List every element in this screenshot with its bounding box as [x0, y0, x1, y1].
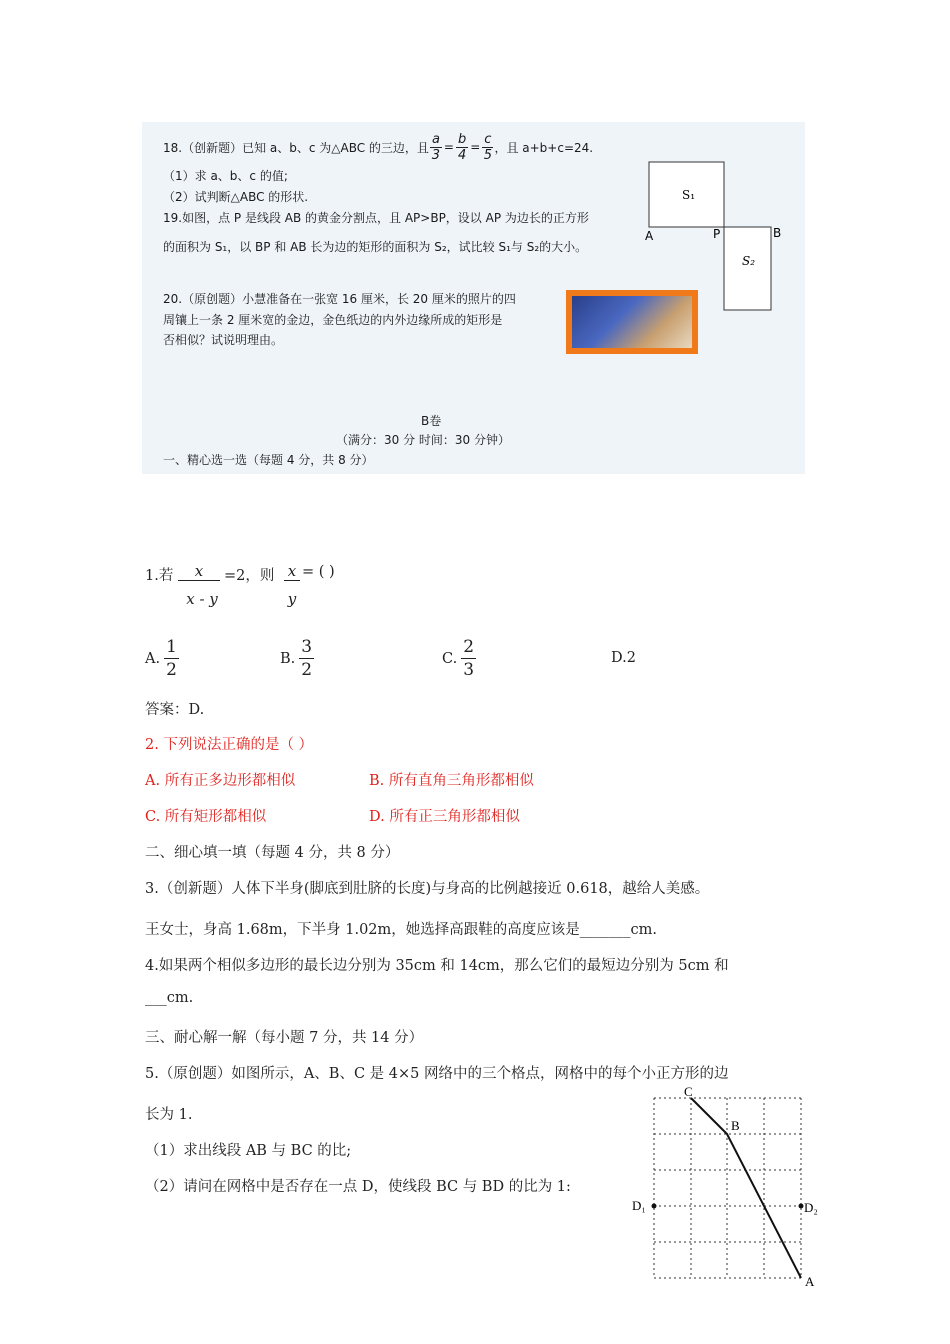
- q1-eq: =2，则: [224, 568, 275, 584]
- q5-line2: 长为 1.: [145, 1107, 193, 1123]
- q1-option-d: D.2: [611, 650, 636, 666]
- label-b: B: [731, 1118, 740, 1133]
- q1-answer: 答案：D.: [145, 702, 205, 718]
- q1-frac2-num: x: [284, 562, 300, 581]
- kitten-fishbowl-photo: [572, 296, 692, 348]
- q18-prefix: 18.（创新题）已知 a、b、c 为△ABC 的三边，且: [163, 140, 429, 155]
- q3-line2: 王女士，身高 1.68m，下半身 1.02m，她选择高跟鞋的高度应该是_______cm.: [145, 922, 658, 938]
- label-p: P: [713, 227, 721, 241]
- fraction-b-4: $\frac{b}{4}$: [457, 131, 467, 163]
- q2-stem: 2. 下列说法正确的是（ ）: [145, 737, 314, 753]
- q5-line1: 5.（原创题）如图所示，A、B、C 是 4×5 网络中的三个格点，网格中的每个小正方形的边: [145, 1066, 729, 1082]
- q4-line2: ___cm.: [145, 990, 194, 1006]
- label-s1: S₁: [682, 188, 696, 202]
- grid-figure: [628, 1082, 828, 1292]
- b-section-info: （满分：30 分 时间：30 分钟）: [336, 433, 510, 447]
- q5-sub1: （1）求出线段 AB 与 BC 的比;: [145, 1143, 352, 1159]
- label-a: A: [645, 229, 654, 243]
- q1-frac-num: x: [178, 562, 220, 581]
- label-d1: D₁: [632, 1198, 646, 1213]
- q2-option-c: C. 所有矩形都相似: [145, 809, 267, 825]
- rectangle-s2: [724, 227, 771, 310]
- fraction-c-5: $\frac{c}{5}$: [483, 131, 493, 163]
- q18-sub2: （2）试判断△ABC 的形状.: [163, 190, 309, 204]
- photo-with-gold-border: [566, 290, 698, 354]
- section2-heading: 二、细心填一填（每题 4 分，共 8 分）: [145, 845, 400, 861]
- section3-heading: 三、耐心解一解（每小题 7 分，共 14 分）: [145, 1030, 424, 1046]
- q2-option-d: D. 所有正三角形都相似: [369, 809, 520, 825]
- q1-tail: = ( ): [302, 564, 335, 580]
- q1-label: 1.若: [145, 568, 174, 584]
- q4-line1: 4.如果两个相似多边形的最长边分别为 35cm 和 14cm，那么它们的最短边分别为 5cm 和: [145, 958, 729, 974]
- q1-option-b: B. $\frac{3}{2}$: [280, 637, 313, 680]
- q2-option-b: B. 所有直角三角形都相似: [369, 773, 534, 789]
- label-d2: D₂: [804, 1200, 818, 1215]
- label-c: C: [684, 1084, 693, 1099]
- q1-option-a: A. $\frac{1}{2}$: [145, 637, 177, 680]
- point-d2: [799, 1204, 804, 1209]
- question-18: 18.（创新题）已知 a、b、c 为△ABC 的三边，且 $\frac{a}{3}$ = $\frac{b}{4}$ = $\frac{c}{5}$ ，且 a+b+c=24.: [163, 131, 594, 163]
- label-a: A: [805, 1274, 815, 1289]
- section1-heading: 一、精心选一选（每题 4 分，共 8 分）: [163, 453, 374, 467]
- label-b: B: [773, 226, 782, 240]
- q19-line2: 的面积为 S₁，以 BP 和 AB 长为边的矩形的面积为 S₂，试比较 S₁与 S₂的大小。: [163, 240, 588, 254]
- fraction-a-3: $\frac{a}{3}$: [431, 131, 441, 163]
- path-c-b-a: [691, 1098, 801, 1278]
- q18-sub1: （1）求 a、b、c 的值;: [163, 169, 288, 183]
- q20-line3: 否相似？试说明理由。: [163, 333, 284, 347]
- q20-line1: 20.（原创题）小慧准备在一张宽 16 厘米，长 20 厘米的照片的四: [163, 292, 516, 306]
- q19-line1: 19.如图，点 P 是线段 AB 的黄金分割点，且 AP>BP，设以 AP 为边长的正方形: [163, 211, 589, 225]
- q5-sub2: （2）请问在网格中是否存在一点 D，使线段 BC 与 BD 的比为 1:: [145, 1179, 571, 1195]
- point-d1: [652, 1204, 657, 1209]
- label-s2: S₂: [742, 254, 756, 268]
- q1-frac-den: x - y: [186, 590, 218, 608]
- q20-line2: 周镶上一条 2 厘米宽的金边，金色纸边的内外边缘所成的矩形是: [163, 313, 503, 327]
- q3-line1: 3.（创新题）人体下半身(脚底到肚脐的长度)与身高的比例越接近 0.618，越给人美感。: [145, 881, 710, 897]
- q18-suffix: ，且 a+b+c=24.: [494, 140, 594, 155]
- q2-option-a: A. 所有正多边形都相似: [145, 773, 296, 789]
- q1-frac2-den: y: [287, 590, 297, 608]
- b-section-title: B卷: [421, 414, 442, 428]
- q1-option-c: C. $\frac{2}{3}$: [442, 637, 475, 680]
